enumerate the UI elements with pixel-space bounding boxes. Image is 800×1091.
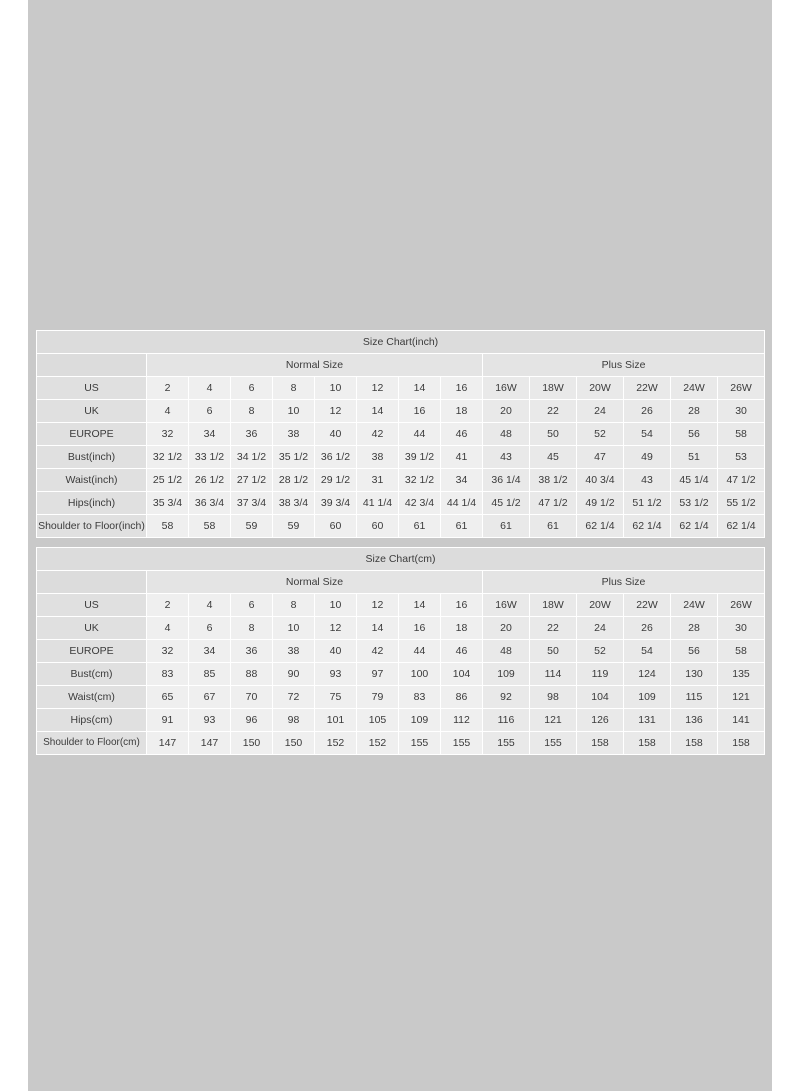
table-cell: 34 1/2 <box>231 446 273 469</box>
table-cell: 38 <box>273 423 315 446</box>
table-cell: 4 <box>189 594 231 617</box>
table-cell: 8 <box>231 617 273 640</box>
table-cell: 12 <box>357 377 399 400</box>
table-cell: 34 <box>441 469 483 492</box>
table-cell: 90 <box>273 663 315 686</box>
table-cell: 25 1/2 <box>147 469 189 492</box>
table-cell: 20W <box>577 594 624 617</box>
table-row <box>37 686 765 709</box>
table-cell: 2 <box>147 377 189 400</box>
table-cell: 42 <box>357 423 399 446</box>
table-cell: 83 <box>147 663 189 686</box>
table-cell: 8 <box>273 377 315 400</box>
table-cell: 49 1/2 <box>577 492 624 515</box>
table-cell: 18 <box>441 400 483 423</box>
table-cell: 48 <box>483 423 530 446</box>
table-cell: 54 <box>624 640 671 663</box>
table-cell: 16W <box>483 594 530 617</box>
row-label: UK <box>37 617 147 640</box>
row-label: US <box>37 594 147 617</box>
table-cell: 59 <box>273 515 315 538</box>
table-cell: 104 <box>577 686 624 709</box>
row-label: Bust(inch) <box>37 446 147 469</box>
table-cell: 62 1/4 <box>577 515 624 538</box>
table-cell: 42 <box>357 640 399 663</box>
table-cell: 26W <box>718 377 765 400</box>
table-cell: 4 <box>189 377 231 400</box>
row-label: US <box>37 377 147 400</box>
table-row <box>37 492 765 515</box>
table-cell: 41 <box>441 446 483 469</box>
row-label: Shoulder to Floor(cm) <box>37 732 147 755</box>
table-cell: 54 <box>624 423 671 446</box>
table-cell: 62 1/4 <box>624 515 671 538</box>
table-cell: 14 <box>357 617 399 640</box>
table-cell: 136 <box>671 709 718 732</box>
table-cell: 49 <box>624 446 671 469</box>
table-cell: 47 1/2 <box>530 492 577 515</box>
table-cell: 141 <box>718 709 765 732</box>
table-cell: 14 <box>399 377 441 400</box>
table-title-row <box>37 331 765 354</box>
corner-cell <box>37 571 147 594</box>
table-cell: 39 1/2 <box>399 446 441 469</box>
table-cell: 58 <box>147 515 189 538</box>
table-cell: 20 <box>483 617 530 640</box>
table-cell: 22W <box>624 594 671 617</box>
table-cell: 48 <box>483 640 530 663</box>
table-cell: 33 1/2 <box>189 446 231 469</box>
table-cell: 32 1/2 <box>147 446 189 469</box>
table-cell: 16W <box>483 377 530 400</box>
table-cell: 114 <box>530 663 577 686</box>
row-label: Waist(inch) <box>37 469 147 492</box>
table-cell: 59 <box>231 515 273 538</box>
table-cell: 40 <box>315 423 357 446</box>
table-cell: 155 <box>399 732 441 755</box>
table-cell: 39 3/4 <box>315 492 357 515</box>
table-row <box>37 469 765 492</box>
table-cell: 2 <box>147 594 189 617</box>
table-cell: 155 <box>483 732 530 755</box>
table-cell: 18 <box>441 617 483 640</box>
table-group-header-row <box>37 354 765 377</box>
table-cell: 18W <box>530 594 577 617</box>
table-cell: 8 <box>273 594 315 617</box>
table-cell: 155 <box>530 732 577 755</box>
table-cell: 28 1/2 <box>273 469 315 492</box>
table-cell: 28 <box>671 400 718 423</box>
table-cell: 150 <box>231 732 273 755</box>
table-cell: 32 <box>147 640 189 663</box>
table-cell: 58 <box>718 640 765 663</box>
table-cell: 109 <box>399 709 441 732</box>
table-cell: 124 <box>624 663 671 686</box>
table-cell: 50 <box>530 423 577 446</box>
table-row <box>37 663 765 686</box>
table-cell: 10 <box>273 400 315 423</box>
row-label: Hips(inch) <box>37 492 147 515</box>
table-cell: 56 <box>671 423 718 446</box>
table-cell: 37 3/4 <box>231 492 273 515</box>
size-charts-container <box>36 330 764 764</box>
table-cell: 75 <box>315 686 357 709</box>
row-label: Waist(cm) <box>37 686 147 709</box>
group-header-plus: Plus Size <box>483 571 765 594</box>
table-cell: 12 <box>357 594 399 617</box>
table-cell: 67 <box>189 686 231 709</box>
size-chart-inch-table <box>36 330 765 538</box>
row-label: Bust(cm) <box>37 663 147 686</box>
table-cell: 58 <box>718 423 765 446</box>
table-cell: 14 <box>399 594 441 617</box>
row-label: EUROPE <box>37 423 147 446</box>
table-cell: 6 <box>189 400 231 423</box>
table-cell: 36 1/4 <box>483 469 530 492</box>
table-cell: 60 <box>357 515 399 538</box>
table-cell: 72 <box>273 686 315 709</box>
table-cell: 20 <box>483 400 530 423</box>
table-cell: 32 1/2 <box>399 469 441 492</box>
table-cell: 4 <box>147 617 189 640</box>
table-cell: 100 <box>399 663 441 686</box>
table-cell: 40 3/4 <box>577 469 624 492</box>
table-cell: 36 3/4 <box>189 492 231 515</box>
table-cell: 83 <box>399 686 441 709</box>
table-cell: 24W <box>671 377 718 400</box>
table-cell: 97 <box>357 663 399 686</box>
table-cell: 79 <box>357 686 399 709</box>
table-cell: 24 <box>577 400 624 423</box>
table-cell: 53 <box>718 446 765 469</box>
table-cell: 36 1/2 <box>315 446 357 469</box>
table-cell: 88 <box>231 663 273 686</box>
table-cell: 158 <box>718 732 765 755</box>
table-cell: 38 <box>273 640 315 663</box>
table-cell: 52 <box>577 423 624 446</box>
table-cell: 55 1/2 <box>718 492 765 515</box>
table-cell: 121 <box>718 686 765 709</box>
table-cell: 92 <box>483 686 530 709</box>
table-cell: 53 1/2 <box>671 492 718 515</box>
table-cell: 42 3/4 <box>399 492 441 515</box>
table-cell: 150 <box>273 732 315 755</box>
table-cell: 105 <box>357 709 399 732</box>
row-label: UK <box>37 400 147 423</box>
table-cell: 10 <box>315 594 357 617</box>
size-chart-inch-title: Size Chart(inch) <box>37 331 765 354</box>
table-cell: 43 <box>483 446 530 469</box>
size-chart-cm-table <box>36 547 765 755</box>
table-title-row <box>37 548 765 571</box>
table-row <box>37 515 765 538</box>
table-cell: 152 <box>357 732 399 755</box>
table-row <box>37 423 765 446</box>
table-cell: 61 <box>530 515 577 538</box>
table-cell: 158 <box>624 732 671 755</box>
size-chart-cm-block <box>36 547 764 755</box>
table-row <box>37 732 765 755</box>
table-cell: 155 <box>441 732 483 755</box>
table-cell: 109 <box>483 663 530 686</box>
table-cell: 61 <box>399 515 441 538</box>
table-cell: 44 <box>399 640 441 663</box>
table-cell: 93 <box>315 663 357 686</box>
table-cell: 45 1/4 <box>671 469 718 492</box>
table-cell: 46 <box>441 423 483 446</box>
table-cell: 50 <box>530 640 577 663</box>
row-label: Hips(cm) <box>37 709 147 732</box>
table-cell: 6 <box>189 617 231 640</box>
table-cell: 4 <box>147 400 189 423</box>
table-row <box>37 400 765 423</box>
table-cell: 135 <box>718 663 765 686</box>
table-cell: 47 <box>577 446 624 469</box>
table-group-header-row <box>37 571 765 594</box>
table-cell: 16 <box>441 594 483 617</box>
table-cell: 24W <box>671 594 718 617</box>
table-cell: 6 <box>231 594 273 617</box>
table-cell: 51 1/2 <box>624 492 671 515</box>
table-cell: 112 <box>441 709 483 732</box>
table-cell: 70 <box>231 686 273 709</box>
table-cell: 43 <box>624 469 671 492</box>
table-cell: 85 <box>189 663 231 686</box>
table-cell: 24 <box>577 617 624 640</box>
table-cell: 62 1/4 <box>718 515 765 538</box>
table-cell: 86 <box>441 686 483 709</box>
table-cell: 45 <box>530 446 577 469</box>
table-cell: 98 <box>530 686 577 709</box>
table-cell: 31 <box>357 469 399 492</box>
table-cell: 47 1/2 <box>718 469 765 492</box>
table-cell: 26 <box>624 617 671 640</box>
table-cell: 30 <box>718 617 765 640</box>
table-cell: 158 <box>577 732 624 755</box>
table-cell: 38 <box>357 446 399 469</box>
table-row <box>37 640 765 663</box>
table-cell: 16 <box>399 400 441 423</box>
table-cell: 44 <box>399 423 441 446</box>
table-cell: 56 <box>671 640 718 663</box>
table-cell: 26W <box>718 594 765 617</box>
group-header-normal: Normal Size <box>147 354 483 377</box>
table-cell: 38 1/2 <box>530 469 577 492</box>
table-cell: 16 <box>441 377 483 400</box>
table-cell: 158 <box>671 732 718 755</box>
table-cell: 46 <box>441 640 483 663</box>
table-cell: 32 <box>147 423 189 446</box>
table-cell: 61 <box>441 515 483 538</box>
table-cell: 20W <box>577 377 624 400</box>
table-cell: 52 <box>577 640 624 663</box>
table-cell: 96 <box>231 709 273 732</box>
table-cell: 91 <box>147 709 189 732</box>
table-cell: 6 <box>231 377 273 400</box>
table-cell: 35 1/2 <box>273 446 315 469</box>
table-cell: 130 <box>671 663 718 686</box>
table-cell: 119 <box>577 663 624 686</box>
table-cell: 14 <box>357 400 399 423</box>
table-cell: 65 <box>147 686 189 709</box>
table-cell: 115 <box>671 686 718 709</box>
table-cell: 16 <box>399 617 441 640</box>
table-cell: 40 <box>315 640 357 663</box>
table-cell: 18W <box>530 377 577 400</box>
table-cell: 26 1/2 <box>189 469 231 492</box>
table-cell: 58 <box>189 515 231 538</box>
table-cell: 22 <box>530 617 577 640</box>
table-cell: 116 <box>483 709 530 732</box>
table-cell: 104 <box>441 663 483 686</box>
size-chart-cm-title: Size Chart(cm) <box>37 548 765 571</box>
table-cell: 44 1/4 <box>441 492 483 515</box>
row-label: EUROPE <box>37 640 147 663</box>
table-cell: 60 <box>315 515 357 538</box>
table-cell: 34 <box>189 640 231 663</box>
table-cell: 12 <box>315 617 357 640</box>
table-cell: 8 <box>231 400 273 423</box>
table-row <box>37 377 765 400</box>
table-cell: 28 <box>671 617 718 640</box>
table-cell: 27 1/2 <box>231 469 273 492</box>
table-cell: 34 <box>189 423 231 446</box>
table-row <box>37 617 765 640</box>
corner-cell <box>37 354 147 377</box>
table-cell: 38 3/4 <box>273 492 315 515</box>
table-cell: 22 <box>530 400 577 423</box>
table-cell: 147 <box>189 732 231 755</box>
table-cell: 35 3/4 <box>147 492 189 515</box>
table-cell: 10 <box>273 617 315 640</box>
table-cell: 36 <box>231 640 273 663</box>
group-header-plus: Plus Size <box>483 354 765 377</box>
table-cell: 109 <box>624 686 671 709</box>
table-cell: 101 <box>315 709 357 732</box>
table-cell: 98 <box>273 709 315 732</box>
table-cell: 30 <box>718 400 765 423</box>
table-cell: 93 <box>189 709 231 732</box>
table-cell: 147 <box>147 732 189 755</box>
table-row <box>37 446 765 469</box>
table-cell: 61 <box>483 515 530 538</box>
table-cell: 29 1/2 <box>315 469 357 492</box>
table-cell: 41 1/4 <box>357 492 399 515</box>
table-cell: 36 <box>231 423 273 446</box>
table-cell: 12 <box>315 400 357 423</box>
size-chart-inch-block <box>36 330 764 538</box>
table-row <box>37 594 765 617</box>
table-cell: 51 <box>671 446 718 469</box>
table-cell: 62 1/4 <box>671 515 718 538</box>
table-cell: 126 <box>577 709 624 732</box>
group-header-normal: Normal Size <box>147 571 483 594</box>
table-cell: 22W <box>624 377 671 400</box>
table-cell: 152 <box>315 732 357 755</box>
table-cell: 26 <box>624 400 671 423</box>
table-cell: 45 1/2 <box>483 492 530 515</box>
table-cell: 121 <box>530 709 577 732</box>
table-row <box>37 709 765 732</box>
table-cell: 10 <box>315 377 357 400</box>
row-label: Shoulder to Floor(inch) <box>37 515 147 538</box>
table-cell: 131 <box>624 709 671 732</box>
